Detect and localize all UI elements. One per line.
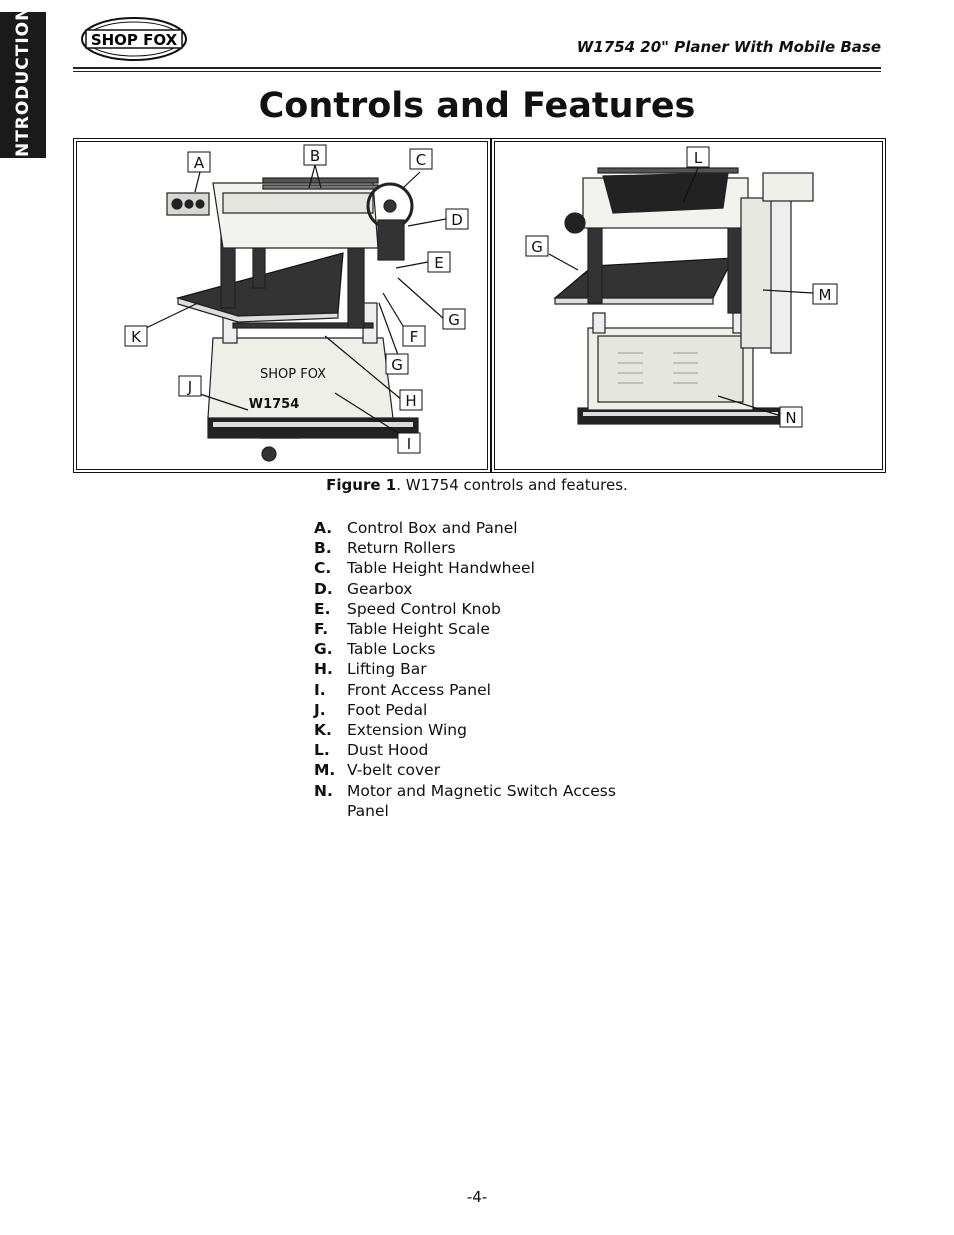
figure-caption-text: . W1754 controls and features.	[396, 476, 628, 494]
section-tab	[0, 5, 46, 165]
legend-item: L. Dust Hood	[314, 741, 429, 760]
planer-rear-view	[555, 168, 813, 424]
page-title: Controls and Features	[258, 86, 696, 126]
header-rule-thick	[73, 67, 881, 69]
callout-label-l: L	[693, 149, 703, 167]
callout-label-g-lower: G	[391, 356, 403, 374]
callout-label-h: H	[405, 392, 417, 410]
callout-label-m: M	[818, 286, 832, 304]
callout-label-g-rear: G	[531, 238, 543, 256]
legend-item: M. V-belt cover	[314, 761, 441, 780]
legend-item: A. Control Box and Panel	[314, 519, 518, 537]
figure-caption-label: Figure 1	[326, 476, 397, 494]
legend-item: J. Foot Pedal	[314, 700, 428, 719]
header-title: W1754 20" Planer With Mobile Base	[576, 38, 881, 56]
legend-item: N. Motor and Magnetic Switch Access Panel	[314, 781, 616, 820]
callout-label-g-right: G	[448, 311, 460, 329]
features-legend	[314, 518, 654, 821]
legend-item: F. Table Height Scale	[314, 620, 490, 639]
legend-item: D. Gearbox	[314, 579, 413, 598]
legend-item: I. Front Access Panel	[314, 680, 491, 699]
legend-item: E. Speed Control Knob	[314, 599, 501, 618]
legend-item: G. Table Locks	[314, 640, 436, 659]
callout-label-b: B	[309, 147, 321, 165]
callout-label-a: A	[193, 154, 205, 172]
planer-front-view	[167, 178, 418, 461]
legend-item: C. Table Height Handwheel	[314, 559, 535, 578]
header-rule-thin	[73, 71, 881, 72]
legend-item: B. Return Rollers	[314, 539, 456, 558]
figure-caption	[0, 476, 954, 494]
legend-item: K. Extension Wing	[314, 721, 467, 740]
callout-label-d: D	[451, 211, 463, 229]
callout-label-k: K	[131, 328, 141, 346]
machine-model-label: W1754	[248, 397, 300, 412]
callout-label-j: J	[187, 378, 193, 396]
callout-label-e: E	[434, 254, 444, 272]
callout-label-i: I	[406, 435, 412, 453]
page-number: -4-	[466, 1188, 488, 1206]
figure-controls-features	[73, 138, 886, 473]
callout-label-n: N	[785, 409, 797, 427]
callout-label-f: F	[409, 328, 419, 346]
section-tab-label: INTRODUCTION	[13, 5, 33, 165]
logo-text: SHOP FOX	[90, 31, 178, 49]
callout-label-c: C	[415, 151, 427, 169]
machine-brand-label: SHOP FOX	[259, 367, 327, 382]
shop-fox-logo	[80, 16, 188, 62]
legend-item: H. Lifting Bar	[314, 660, 427, 679]
